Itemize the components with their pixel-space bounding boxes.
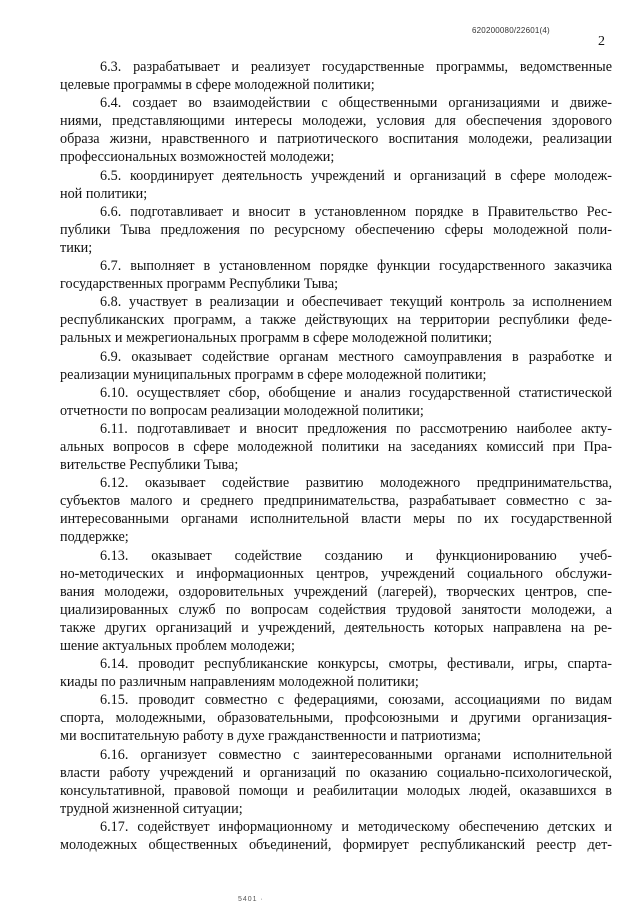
- text-line: 6.11. подготавливает и вносит предложения по рассмотрению наиболее акту-: [100, 420, 612, 437]
- text-line: интересованными органами исполнительной власти меры по их государственной: [60, 511, 612, 528]
- text-line: 6.13. оказывает содействие созданию и функционированию учеб-: [100, 547, 612, 564]
- text-line: республиканских программ, а также действующих на территории республики феде-: [60, 312, 612, 329]
- text-line: 6.15. проводит совместно с федерациями, союзами, ассоциациями по видам: [100, 692, 612, 709]
- body-text: [60, 58, 612, 854]
- text-line: 6.4. создает во взаимодействии с общественными организациями и движе-: [100, 95, 612, 112]
- text-line: 6.17. содействует информационному и методическому обеспечению детских и: [100, 818, 612, 835]
- text-line: публики Тыва предложения по ресурсному обеспечению сферы молодежной поли-: [60, 221, 612, 238]
- text-line: субъектов малого и среднего предпринимательства, разрабатывает совместно с за-: [60, 493, 612, 510]
- text-line: киады по различным направлениям молодежной политики;: [60, 674, 419, 691]
- document-code: 620200080/22601(4): [472, 26, 550, 35]
- text-line: 6.14. проводит республиканские конкурсы, смотры, фестивали, игры, спарта-: [100, 656, 612, 673]
- text-line: молодежных общественных объединений, формирует республиканский реестр дет-: [60, 837, 612, 854]
- text-line: циализированных служб по вопросам содействия трудовой занятости молодежи, а: [60, 601, 612, 618]
- text-line: целевые программы в сфере молодежной политики;: [60, 77, 375, 94]
- text-line: ной политики;: [60, 185, 148, 202]
- text-line: спорта, молодежными, образовательными, профсоюзными и другими организация-: [60, 710, 612, 727]
- text-line: образа жизни, нравственного и патриотического воспитания молодежи, реализации: [60, 131, 612, 148]
- text-line: 6.10. осуществляет сбор, обобщение и анализ государственной статистической: [100, 384, 612, 401]
- text-line: 6.7. выполняет в установленном порядке функции государственного заказчика: [100, 258, 612, 275]
- page-number: 2: [598, 34, 605, 49]
- text-line: вительстве Республики Тыва;: [60, 457, 239, 474]
- text-line: вания молодежи, оздоровительных учреждений (лагерей), творческих центров, спе-: [60, 583, 612, 600]
- text-line: также других организаций и учреждений, деятельность которых направлена на ре-: [60, 619, 612, 636]
- text-line: профессиональных возможностей молодежи;: [60, 149, 335, 166]
- text-line: 6.3. разрабатывает и реализует государственные программы, ведомственные: [100, 59, 612, 75]
- text-line: ми воспитательную работу в духе гражданственности и патриотизма;: [60, 728, 481, 745]
- text-line: отчетности по вопросам реализации молодежной политики;: [60, 402, 424, 419]
- text-line: 6.9. оказывает содействие органам местного самоуправления в разработке и: [100, 348, 612, 365]
- text-line: реализации муниципальных программ в сфере молодежной политики;: [60, 366, 487, 383]
- text-line: 6.12. оказывает содействие развитию молодежного предпринимательства,: [100, 475, 612, 492]
- text-line: государственных программ Республики Тыва;: [60, 276, 339, 293]
- text-line: 6.8. участвует в реализации и обеспечивает текущий контроль за исполнением: [100, 294, 612, 311]
- text-line: альных вопросов в сфере молодежной политики на заседаниях комиссий при Пра-: [60, 438, 612, 455]
- text-line: консультативной, правовой помощи и реабилитации молодых людей, оказавшихся в: [60, 782, 612, 799]
- text-line: но-методических и информационных центров, учреждений социального обслужи-: [60, 565, 612, 582]
- text-line: шение актуальных проблем молодежи;: [60, 638, 295, 654]
- bottom-scan-fragment: 5401 ·: [238, 896, 264, 903]
- text-line: ральных и межрегиональных программ в сфере молодежной политики;: [60, 330, 493, 347]
- text-line: тики;: [60, 239, 93, 256]
- text-line: 6.16. организует совместно с заинтересованными органами исполнительной: [100, 746, 612, 763]
- text-line: поддержке;: [60, 529, 129, 546]
- text-line: 6.6. подготавливает и вносит в установленном порядке в Правительство Рес-: [100, 203, 612, 220]
- text-line: трудной жизненной ситуации;: [60, 800, 243, 817]
- text-line: 6.5. координирует деятельность учреждений и организаций в сфере молодеж-: [100, 167, 612, 184]
- text-line: власти работу учреждений и организаций по оказанию социально-психологической,: [60, 764, 612, 781]
- text-line: ниями, представляющими интересы молодежи, условия для обеспечения здорового: [60, 113, 612, 130]
